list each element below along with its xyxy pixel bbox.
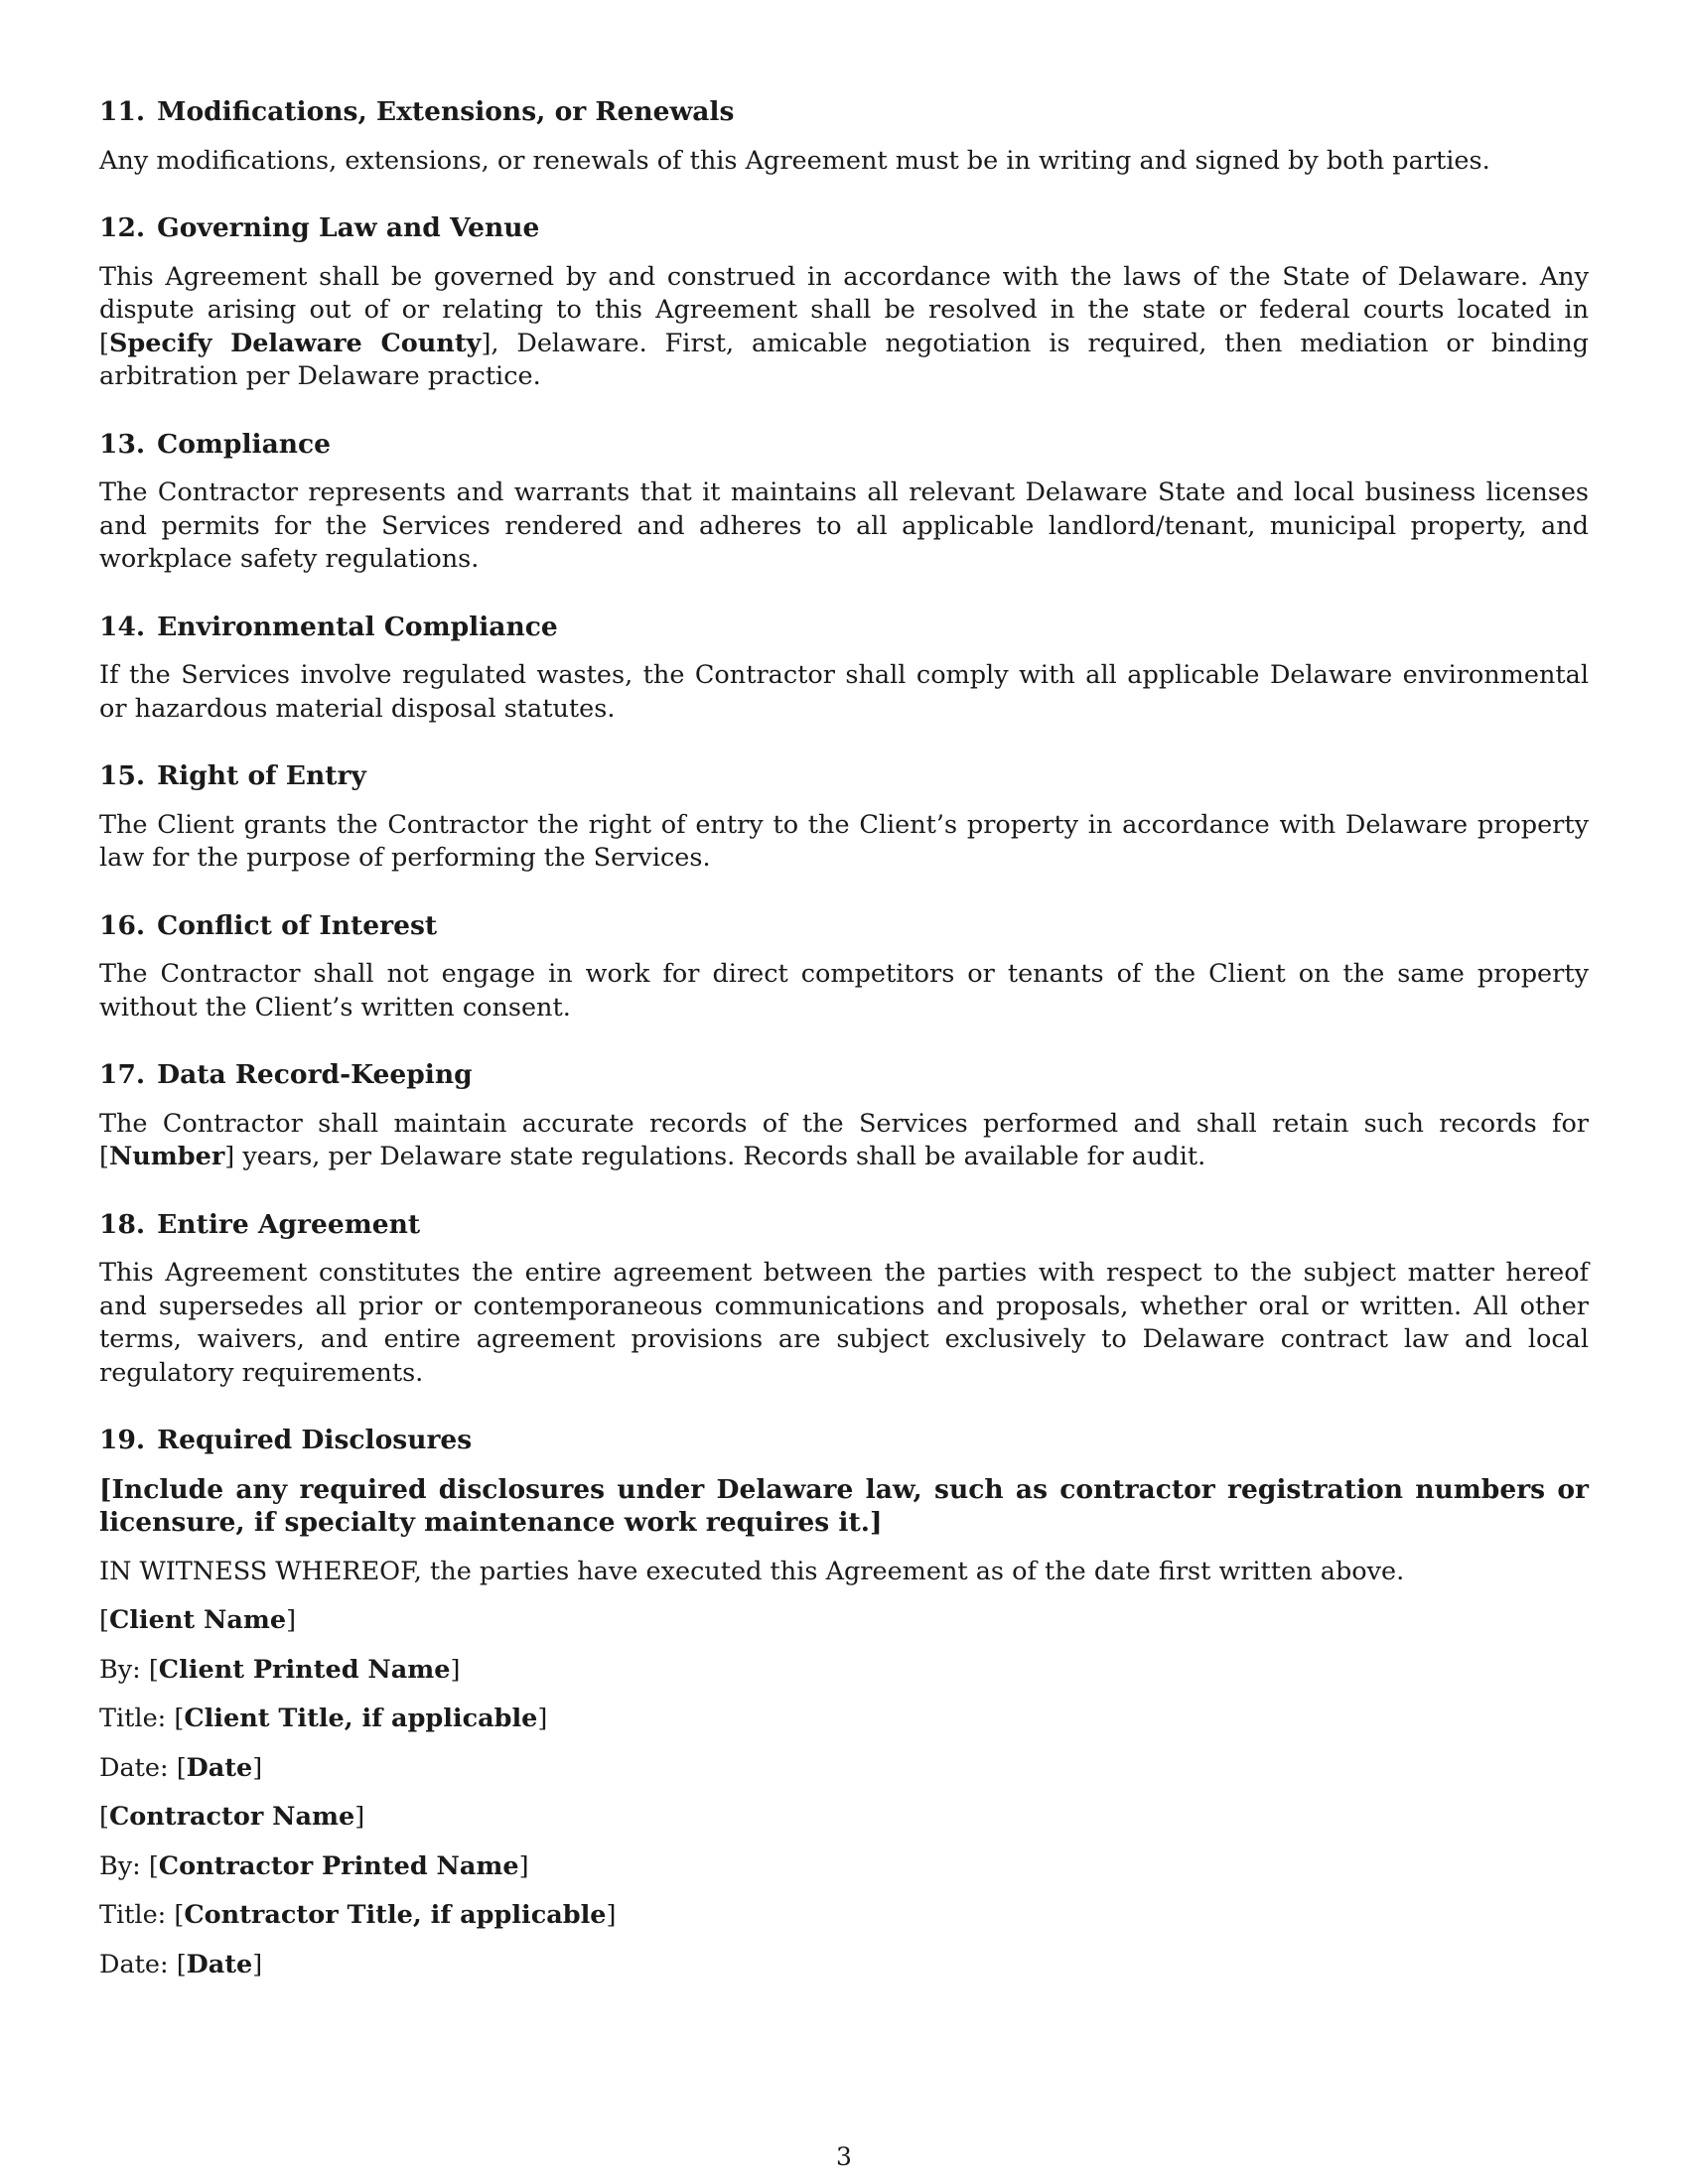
section-body: The Client grants the Contractor the right of entry to the Client’s property in accordance with Delaware property law for the purpose of performing the Services.: [99, 809, 1589, 873]
section-title: Right of Entry: [157, 760, 366, 791]
section-number: 14.: [99, 611, 146, 642]
section-number: 16.: [99, 909, 146, 941]
section-body: Any modifications, extensions, or renewals of this Agreement must be in writing and signed by both parties.: [99, 145, 1490, 176]
section-13: [99, 428, 1589, 577]
signature-line: Title: [Client Title, if applicable]: [99, 1704, 548, 1733]
signature-line: By: [Client Printed Name]: [99, 1654, 461, 1685]
section-body: The Contractor shall not engage in work for direct competitors or tenants of the Client on the same property without the Client’s written consent.: [99, 959, 1589, 1023]
document-page: [99, 95, 1589, 1997]
section-heading: [99, 1208, 1589, 1242]
section-heading: [99, 909, 1589, 943]
section-12: [99, 211, 1589, 394]
section-number: 11.: [99, 96, 146, 127]
section-title: Conflict of Interest: [157, 909, 438, 941]
section-title: Governing Law and Venue: [157, 212, 540, 243]
signature-field: Client Name: [108, 1605, 287, 1635]
section-title: Entire Agreement: [157, 1208, 421, 1240]
signature-line: By: [Contractor Printed Name]: [99, 1850, 529, 1881]
section-17: [99, 1058, 1589, 1174]
section-title: Modifications, Extensions, or Renewals: [157, 96, 735, 127]
section-heading: [99, 1424, 1589, 1457]
witness-statement: IN WITNESS WHEREOF, the parties have executed this Agreement as of the date first written above.: [99, 1556, 1405, 1586]
signature-field: Contractor Title, if applicable: [184, 1900, 607, 1930]
section-body: The Contractor represents and warrants that it maintains all relevant Delaware State and local business licenses and permits for the Services rendered and adheres to all applicable landlord/tenant, municipal property, and workplace safety regulations.: [99, 478, 1589, 574]
section-18: [99, 1208, 1589, 1391]
section-heading: [99, 95, 1589, 129]
signature-field: Client Title, if applicable: [184, 1704, 538, 1733]
section-heading: [99, 611, 1589, 644]
signature-line: [Client Name]: [99, 1605, 297, 1635]
signature-field: Date: [186, 1949, 253, 1979]
section-15: [99, 759, 1589, 876]
section-14: [99, 611, 1589, 727]
section-body: If the Services involve regulated wastes, the Contractor shall comply with all applicable Delaware environmental or hazardous material disposal statutes.: [99, 660, 1589, 724]
section-title: Data Record-Keeping: [157, 1059, 473, 1090]
signature-field: Contractor Printed Name: [158, 1850, 519, 1881]
section-number: 12.: [99, 212, 146, 243]
section-19: [99, 1424, 1589, 1540]
signature-line: Date: [Date]: [99, 1949, 263, 1979]
section-body: The Contractor shall maintain accurate records of the Services performed and shall retain such records for [Number] years, per Delaware state regulations. Records shall be available for audit.: [99, 1108, 1589, 1171]
disclosure-placeholder: [Include any required disclosures under Delaware law, such as contractor registration numbers or licensure, if specialty maintenance work requires it.]: [99, 1473, 1589, 1538]
signature-field: Date: [186, 1752, 253, 1783]
section-number: 17.: [99, 1059, 146, 1090]
section-title: Required Disclosures: [157, 1425, 473, 1455]
section-body: This Agreement constitutes the entire agreement between the parties with respect to the subject matter hereof and supersedes all prior or contemporaneous communications and proposals, whether oral or written. All other terms, waivers, and entire agreement provisions are subject exclusively to Delaware contract law and local regulatory requirements.: [99, 1258, 1589, 1388]
section-heading: [99, 759, 1589, 793]
placeholder-field: Specify Delaware County: [108, 328, 482, 358]
signature-line: Date: [Date]: [99, 1752, 263, 1783]
signature-field: Contractor Name: [108, 1802, 355, 1832]
section-body: This Agreement shall be governed by and construed in accordance with the laws of the State of Delaware. Any dispute arising out of or relating to this Agreement shall be resolved in the state or federal courts located in [Specify Delaware County], Delaware. First, amicable negotiation is required, then mediation or binding arbitration per Delaware practice.: [99, 261, 1589, 391]
signature-line: [Contractor Name]: [99, 1802, 365, 1832]
section-title: Environmental Compliance: [157, 611, 558, 642]
section-title: Compliance: [157, 428, 332, 460]
placeholder-field: Number: [108, 1142, 225, 1171]
signature-field: Client Printed Name: [158, 1654, 451, 1685]
section-number: 19.: [99, 1425, 146, 1455]
section-11: [99, 95, 1589, 178]
section-number: 13.: [99, 428, 146, 460]
page-number: 3: [836, 2142, 852, 2171]
section-number: 15.: [99, 760, 146, 791]
signature-block: [99, 1604, 1589, 1981]
section-heading: [99, 1058, 1589, 1092]
section-heading: [99, 428, 1589, 462]
signature-line: Title: [Contractor Title, if applicable]: [99, 1900, 617, 1930]
section-16: [99, 909, 1589, 1025]
section-heading: [99, 211, 1589, 245]
section-number: 18.: [99, 1208, 146, 1240]
